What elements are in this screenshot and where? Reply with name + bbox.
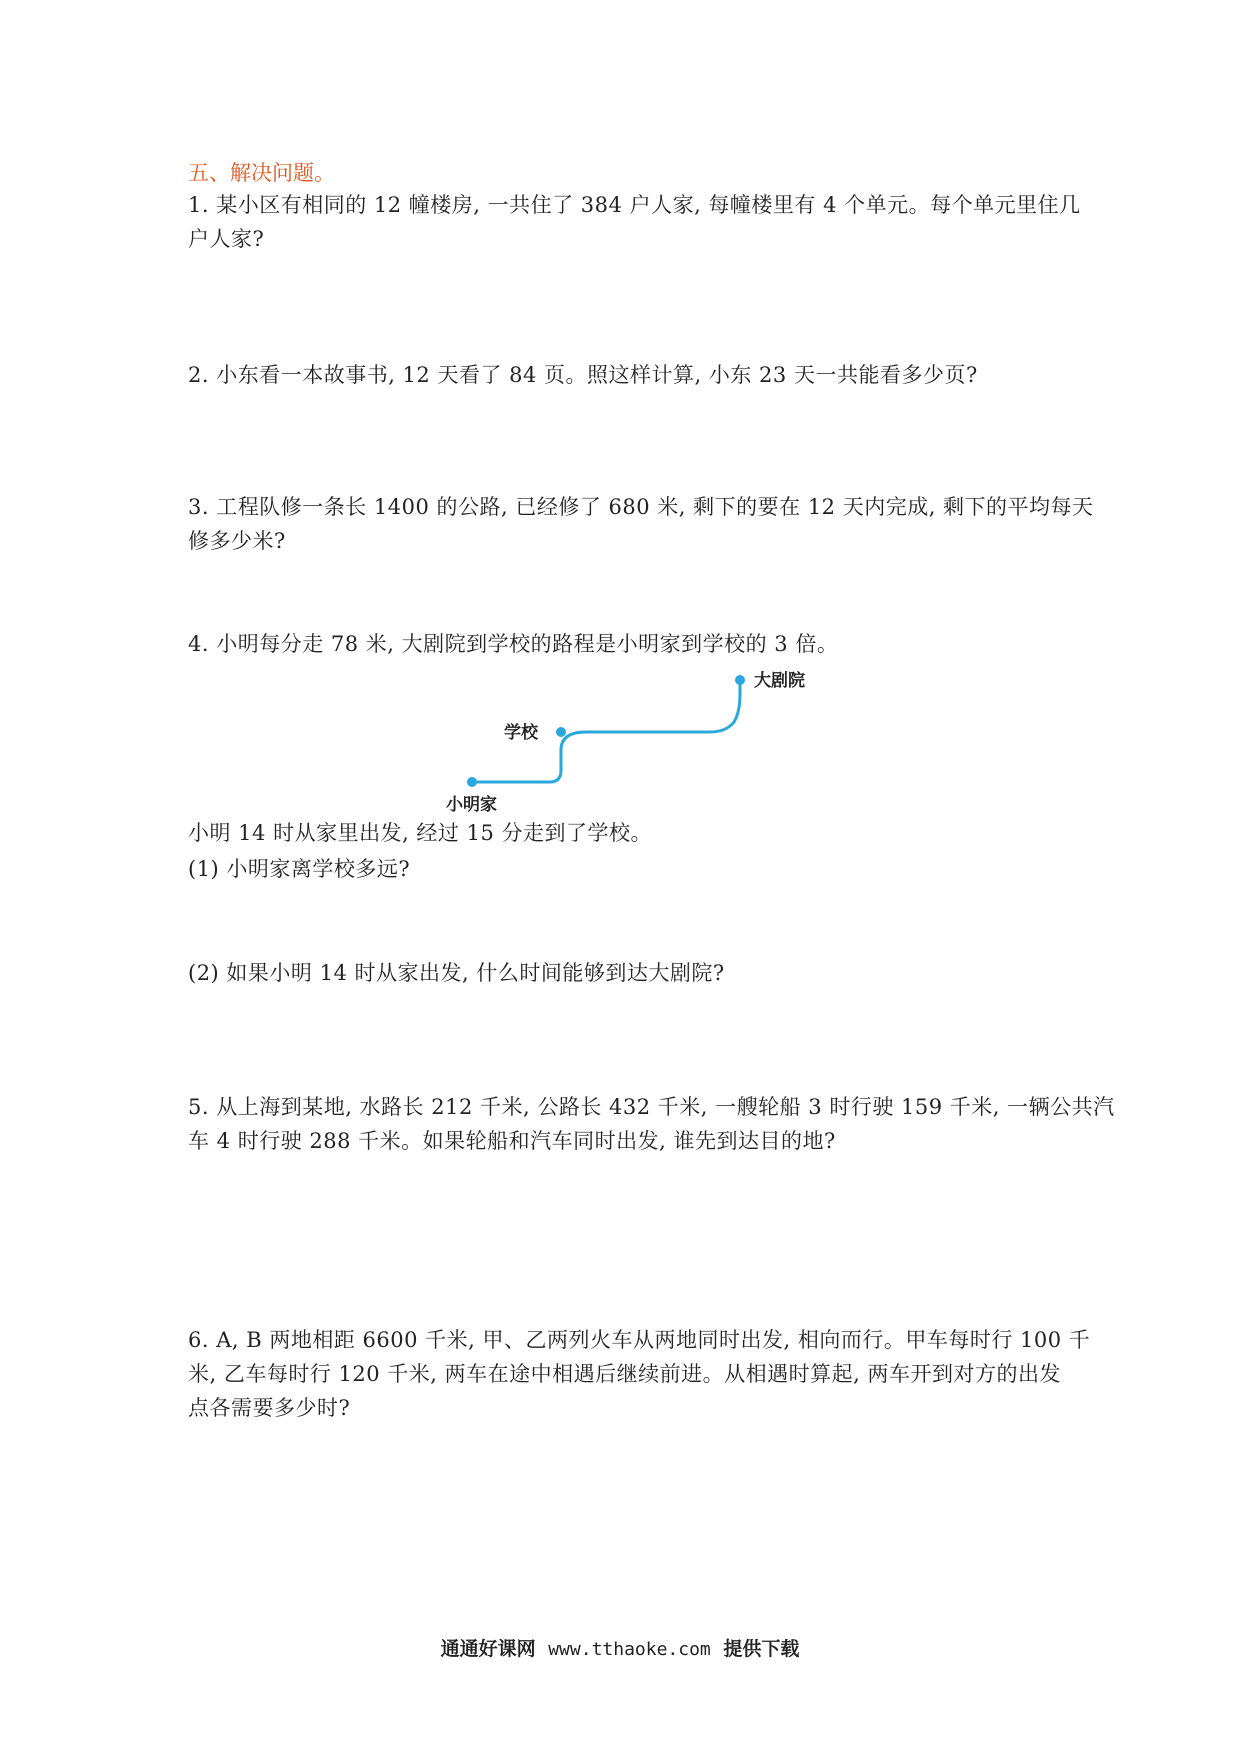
theater-point [735, 675, 745, 685]
route-map [420, 658, 820, 818]
question-6-line-1: 6. A, B 两地相距 6600 千米, 甲、乙两列火车从两地同时出发, 相向而行。甲车每时行 100 千 [188, 1328, 1091, 1352]
question-4-line-2: 小明 14 时从家里出发, 经过 15 分走到了学校。 [188, 821, 652, 845]
question-2-line-1: 2. 小东看一本故事书, 12 天看了 84 页。照这样计算, 小东 23 天一共能看多少页? [188, 363, 978, 387]
question-6-line-2: 米, 乙车每时行 120 千米, 两车在途中相遇后继续前进。从相遇时算起, 两车开到对方的出发 [188, 1362, 1061, 1386]
label-school: 学校 [504, 723, 538, 743]
footer-suffix: 提供下载 [723, 1638, 800, 1660]
footer-url[interactable]: www.tthaoke.com [548, 1639, 711, 1660]
question-4-line-1: 4. 小明每分走 78 米, 大剧院到学校的路程是小明家到学校的 3 倍。 [188, 632, 839, 656]
footer [0, 1634, 1240, 1661]
question-6-line-3: 点各需要多少时? [188, 1396, 351, 1420]
question-4-sub-2: (2) 如果小明 14 时从家出发, 什么时间能够到达大剧院? [188, 961, 725, 985]
label-theater: 大剧院 [754, 671, 805, 691]
question-3-line-2: 修多少米? [188, 529, 286, 553]
question-4-sub-1: (1) 小明家离学校多远? [188, 857, 411, 881]
label-home: 小明家 [446, 795, 497, 815]
question-1-line-2: 户人家? [188, 227, 265, 251]
question-5-line-1: 5. 从上海到某地, 水路长 212 千米, 公路长 432 千米, 一艘轮船 3 时行驶 159 千米, 一辆公共汽 [188, 1095, 1115, 1119]
footer-site-name: 通通好课网 [440, 1638, 536, 1660]
question-1-line-1: 1. 某小区有相同的 12 幢楼房, 一共住了 384 户人家, 每幢楼里有 4 个单元。每个单元里住几 [188, 193, 1081, 217]
home-point [467, 777, 477, 787]
school-point [556, 727, 566, 737]
question-3-line-1: 3. 工程队修一条长 1400 的公路, 已经修了 680 米, 剩下的要在 12 天内完成, 剩下的平均每天 [188, 495, 1094, 519]
section-title: 五、解决问题。 [188, 161, 335, 185]
question-5-line-2: 车 4 时行驶 288 千米。如果轮船和汽车同时出发, 谁先到达目的地? [188, 1129, 836, 1153]
